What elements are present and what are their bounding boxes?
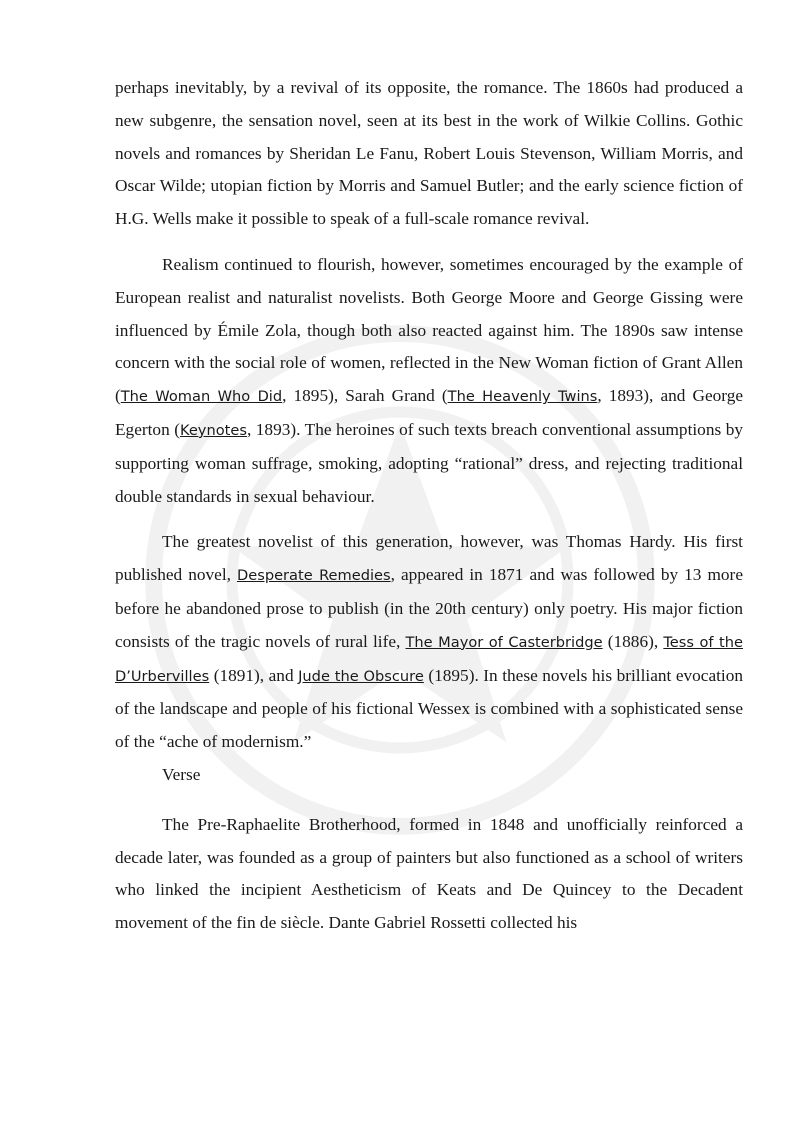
- link-tess-of-the-durbervilles[interactable]: Tess of the D’Urbervilles: [115, 633, 743, 685]
- text-span: , 1893). The heroines of such texts breach conventional assumptions by supporting woman suffrage, smoking, adopting “rational” dress, and rejecting traditional double standards in sexual behaviour.: [115, 419, 743, 506]
- paragraph-pre-raphaelite: [115, 809, 743, 940]
- text-span: (1895). In these novels his brilliant evocation of the landscape and people of his fictional Wessex is combined with a sophisticated sense of the “ache of modernism.”: [115, 665, 744, 752]
- link-desperate-remedies[interactable]: Desperate Remedies: [237, 567, 391, 585]
- text-span: , 1893), and George Egerton (: [115, 386, 744, 439]
- link-jude-the-obscure[interactable]: Jude the Obscure: [298, 667, 424, 685]
- document-body: [115, 72, 743, 940]
- text-span: (1891), and: [209, 665, 299, 685]
- link-the-heavenly-twins[interactable]: The Heavenly Twins: [447, 388, 598, 406]
- section-heading-verse: Verse: [162, 764, 201, 784]
- paragraph-realism: [115, 249, 743, 513]
- text-span: perhaps inevitably, by a revival of its opposite, the romance. The 1860s had produced a new subgenre, the sensation novel, seen at its best in the work of Wilkie Collins. Gothic novels and romances by Sheridan Le Fanu, Robert Louis Stevenson, William Morris, and Oscar Wilde; utopian fiction by Morris and Samuel Butler; and the early science fiction of H.G. Wells make it possible to speak of a full-scale romance revival.: [115, 78, 743, 229]
- paragraph-romance-revival: [115, 72, 743, 236]
- text-span: , appeared in 1871 and was followed by 13 more before he abandoned prose to publish (in the 20th century) only poetry. His major fiction consists of the tragic novels of rural life,: [115, 565, 743, 651]
- paragraph-thomas-hardy: [115, 526, 743, 759]
- link-the-mayor-of-casterbridge[interactable]: The Mayor of Casterbridge: [405, 633, 603, 651]
- link-the-woman-who-did[interactable]: The Woman Who Did: [120, 388, 283, 406]
- text-span: Realism continued to flourish, however, sometimes encouraged by the example of European realist and naturalist novelists. Both George Moore and George Gissing were influenced by Émile Zola, though both also reacted against him. The 1890s saw intense concern with the social role of women, reflected in the New Woman fiction of Grant Allen (: [115, 254, 743, 406]
- link-keynotes[interactable]: Keynotes: [179, 421, 247, 439]
- text-span: , 1895), Sarah Grand (: [282, 386, 448, 406]
- text-span: (1886),: [602, 631, 664, 651]
- text-span: The greatest novelist of this generation, however, was Thomas Hardy. His first published novel,: [115, 532, 743, 585]
- text-span: The Pre-Raphaelite Brotherhood, formed in 1848 and unofficially reinforced a decade later, was founded as a group of painters but also functioned as a school of writers who linked the incipient Aestheticism of Keats and De Quincey to the Decadent movement of the fin de siècle. Dante Gabriel Rossetti collected his: [115, 814, 743, 933]
